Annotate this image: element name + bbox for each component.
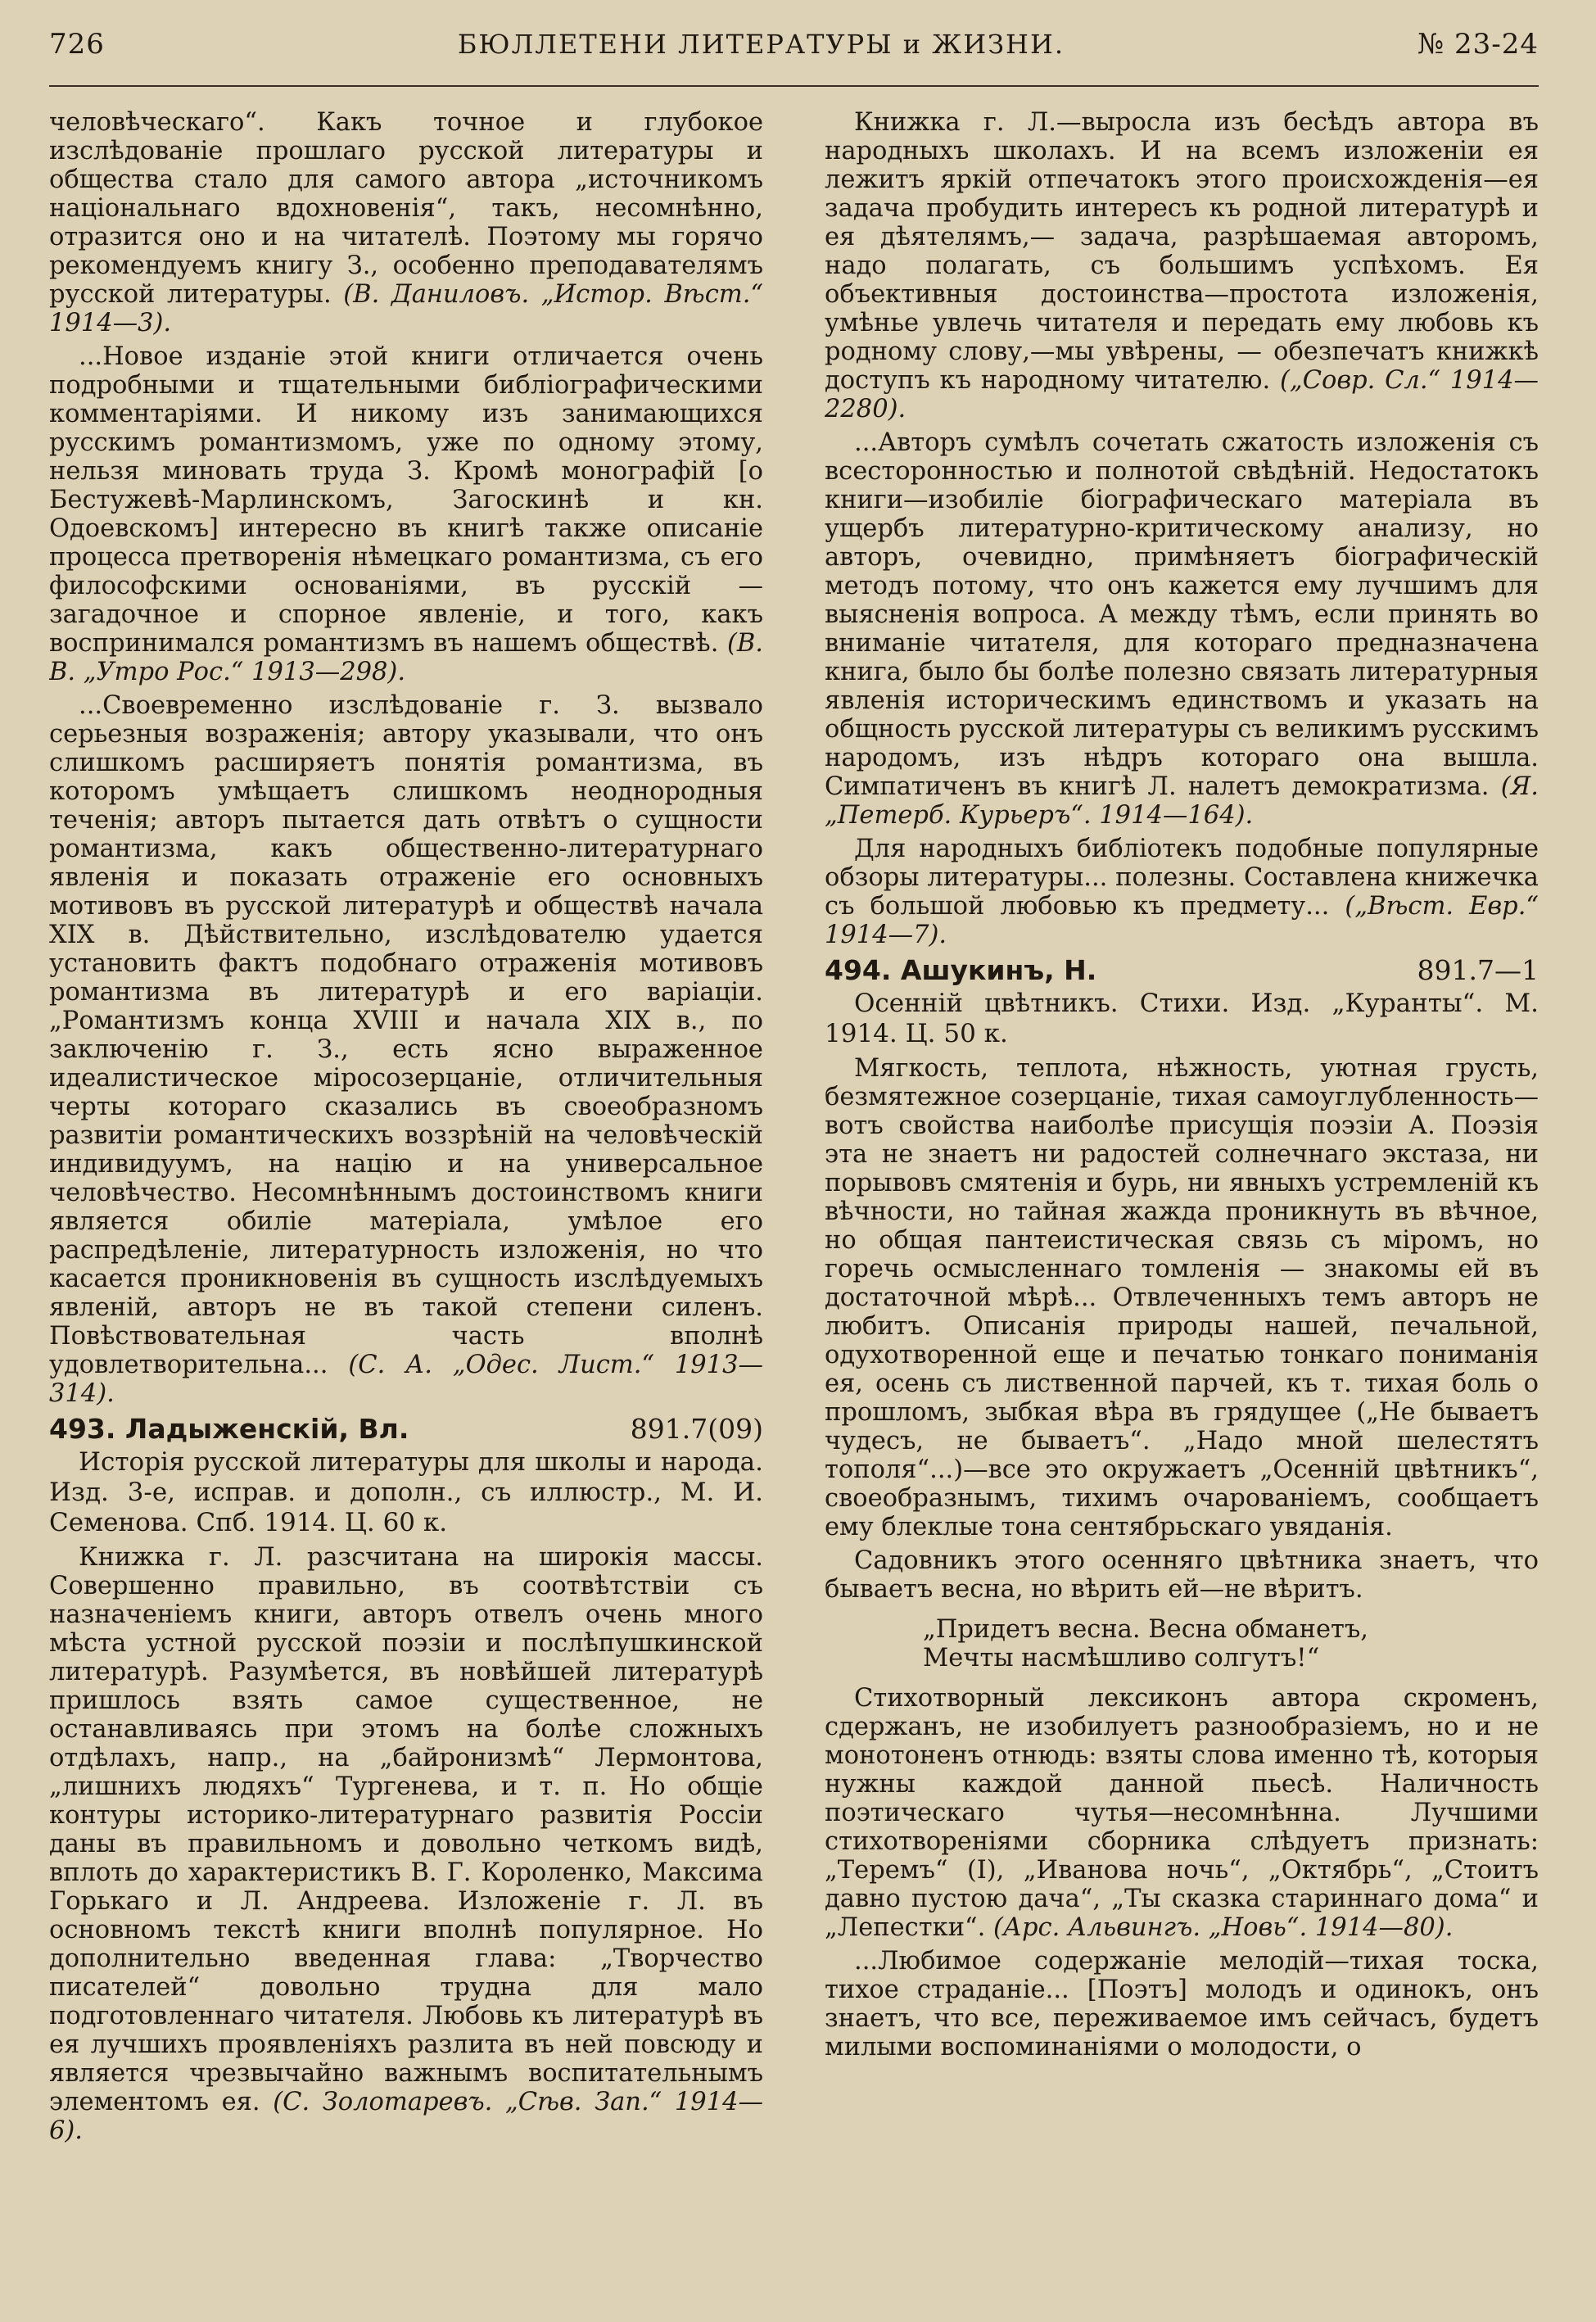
review-paragraph xyxy=(49,108,763,337)
review-source: („Совр. Сл.“ 1914—2280). xyxy=(825,366,1539,423)
review-text: Стихотворный лексиконъ автора скроменъ, сдержанъ, не изобилуетъ разнообразіемъ, но и не монотоненъ отнюдь: взяты слова именно тѣ, которыя нужны каждой данной пьесѣ. Наличность поэтическаго чутья—несомнѣнна. Лучшими стихотвореніями сборника слѣдуетъ признать: „Теремъ“ (I), „Иванова ночь“, „Октябрь“, „Стоитъ давно пустою дача“, „Ты сказка стариннаго дома“ и „Лепестки“. xyxy=(825,1684,1539,1942)
issue-number: № 23-24 xyxy=(1417,28,1539,61)
poem-quote xyxy=(923,1615,1539,1672)
review-paragraph xyxy=(825,1684,1539,1942)
review-text: ...Новое изданіе этой книги отличается очень подробными и тщательными библіографическими комментаріями. И никому изъ занимающихся русскимъ романтизмомъ, уже по одному этому, нельзя миновать труда З. Кромѣ монографій [о Бестужевѣ-Марлинскомъ, Загоскинѣ и кн. Одоевскомъ] интересно въ книгѣ также описаніе процесса претворенія нѣмецкаго романтизма, съ его философскими основаніями, въ русскій — загадочное и спорное явленіе, и того, какъ воспринимался романтизмъ въ нашемъ обществѣ. xyxy=(49,342,763,658)
review-text: Книжка г. Л.—выросла изъ бесѣдъ автора въ народныхъ школахъ. И на всемъ изложеніи ея лежитъ яркій отпечатокъ этого происхожденія—ея задача пробудить интересъ къ родной литературѣ и ея дѣятелямъ,— задача, разрѣшаемая авторомъ, надо полагать, съ большимъ успѣхомъ. Ея объективныя достоинства—простота изложенія, умѣнье увлечь читателя и передать ему любовь къ родному слову,—мы увѣрены, — обезпечатъ книжкѣ доступъ къ народному читателю. xyxy=(825,108,1539,395)
review-paragraph: Мягкость, теплота, нѣжность, уютная грусть, безмятежное созерцаніе, тихая самоуглубленность—вотъ свойства наиболѣе присущія поэзіи А. Поэзія эта не знаетъ ни радостей солнечнаго экстаза, ни порывовъ смятенія и бурь, ни явныхъ устремленій къ вѣчности, но тайная жажда проникнуть въ вѣчное, но общая пантеистическая связь съ міромъ, но горечь осмысленнаго томленія — знакомы ей въ достаточной мѣрѣ... Отвлеченныхъ темъ авторъ не любитъ. Описанія природы нашей, печальной, одухотворенной еще и печатью тонкаго пониманія ея, осень съ лиственной парчей, къ т. тихая боль о прошломъ, зыбкая вѣра въ грядущее („Не бываетъ чудесъ, не бываетъ“. „Надо мной шелестятъ тополя“...)—все это окружаетъ „Осенній цвѣтникъ“, своеобразнымъ, тихимъ очарованіемъ, сообщаетъ ему блеклые тона сентябрьскаго увяданія. xyxy=(825,1054,1539,1541)
review-text: Для народныхъ библіотекъ подобные популярные обзоры литературы... полезны. Составлена книжечка съ большой любовью къ предмету... xyxy=(825,835,1539,921)
review-text: ...Авторъ сумѣлъ сочетать сжатость изложенія съ всесторонностью и полнотой свѣдѣній. Недостатокъ книги—изобиліе біографическаго матеріала въ ущербъ литературно-критическому анализу, но авторъ, очевидно, примѣняетъ біографическій методъ потому, что онъ кажется ему лучшимъ для выясненія вопроса. А между тѣмъ, если принять во вниманіе читателя, для котораго предназначена книга, было бы болѣе полезно связать литературныя явленія историческимъ единствомъ и указать на общность русской литературы съ великимъ русскимъ народомъ, изъ нѣдръ котораго она вышла. Симпатиченъ въ книгѣ Л. налетъ демократизма. xyxy=(825,428,1539,801)
review-paragraph xyxy=(49,1543,763,2145)
review-paragraph: Садовникъ этого осенняго цвѣтника знаетъ, что бываетъ весна, но вѣрить ей—не вѣритъ. xyxy=(825,1546,1539,1604)
review-source: (В. Даниловъ. „Истор. Вѣст.“ 1914—3). xyxy=(49,280,763,337)
review-paragraph xyxy=(825,428,1539,830)
poem-line: „Придетъ весна. Весна обманетъ, xyxy=(923,1615,1368,1644)
review-paragraph xyxy=(49,342,763,686)
review-source: (С. Золотаревъ. „Сѣв. Зап.“ 1914—6). xyxy=(49,2088,763,2145)
review-source: (Я. „Петерб. Курьеръ“. 1914—164). xyxy=(825,772,1539,830)
review-paragraph: ...Любимое содержаніе мелодій—тихая тоска, тихое страданіе... [Поэтъ] молодъ и одинокъ, онъ знаетъ, что все, переживаемое имъ сейчасъ, будетъ милыми воспоминаніями о молодости, о xyxy=(825,1947,1539,2062)
review-paragraph xyxy=(825,108,1539,423)
entry-heading-494 xyxy=(825,954,1539,987)
entry-heading-493 xyxy=(49,1413,763,1446)
entry-author: 493. Ладыженскій, Вл. xyxy=(49,1413,409,1445)
review-paragraph xyxy=(825,835,1539,949)
entry-author: 494. Ашукинъ, Н. xyxy=(825,954,1097,986)
entry-classification: 891.7—1 xyxy=(1417,954,1539,986)
review-text: Книжка г. Л. разсчитана на широкія массы. Совершенно правильно, въ соотвѣтствіи съ назначеніемъ книги, авторъ отвелъ очень много мѣста устной русской поэзіи и послѣпушкинской литературѣ. Разумѣется, въ новѣйшей литературѣ пришлось взять самое существенное, не останавливаясь при этомъ на болѣе сложныхъ отдѣлахъ, напр., на „байронизмѣ“ Лермонтова, „лишнихъ людяхъ“ Тургенева, и т. п. Но общіе контуры историко-литературнаго развитія Россіи даны въ правильномъ и довольно четкомъ видѣ, вплоть до характеристикъ В. Г. Короленко, Максима Горькаго и Л. Андреева. Изложеніе г. Л. въ основномъ текстѣ книги вполнѣ популярное. Но дополнительно введенная глава: „Творчество писателей“ довольно трудна для мало подготовленнаго читателя. Любовь къ литературѣ въ ея лучшихъ проявленіяхъ разлита въ ней повсюду и является чрезвычайно важнымъ воспитательнымъ элементомъ ея. xyxy=(49,1543,763,2116)
running-header xyxy=(49,28,1539,87)
right-column xyxy=(825,108,1539,2311)
poem-line: Мечты насмѣшливо солгутъ!“ xyxy=(923,1644,1320,1672)
review-source: (С. А. „Одес. Лист.“ 1913—314). xyxy=(49,1351,763,1408)
review-text: человѣческаго“. Какъ точное и глубокое изслѣдованіе прошлаго русской литературы и общества стало для самого автора „источникомъ національнаго вдохновенія“, такъ, несомнѣнно, отразится оно и на читателѣ. Поэтому мы горячо рекомендуемъ книгу З., особенно преподавателямъ русской литературы. xyxy=(49,108,763,309)
page-number: 726 xyxy=(49,28,105,61)
left-column xyxy=(49,108,763,2311)
review-text: ...Своевременно изслѣдованіе г. З. вызвало серьезныя возраженія; автору указывали, что онъ слишкомъ расширяетъ понятія романтизма, въ которомъ умѣщаетъ слишкомъ неоднородныя теченія; авторъ пытается дать отвѣтъ о сущности романтизма, какъ общественно-литературнаго явленія и показать отраженіе его основныхъ мотивовъ въ русской литературѣ и обществѣ начала XIX в. Дѣйствительно, изслѣдователю удается установить фактъ подобнаго отраженія мотивовъ романтизма въ литературѣ и его варіаціи. „Романтизмъ конца XVIII и начала XIX в., по заключенію г. З., есть ясно выраженное идеалистическое міросозерцаніе, отличительныя черты котораго сказались въ своеобразномъ развитіи романтическихъ воззрѣній на человѣческій индивидуумъ, на націю и на универсальное человѣчество. Несомнѣннымъ достоинствомъ книги является обиліе матеріала, умѣлое его распредѣленіе, литературность изложенія, но что касается проникновенія въ сущность изслѣдуемыхъ явленій, авторъ не въ такой степени силенъ. Повѣствовательная часть вполнѣ удовлетворительна... xyxy=(49,691,763,1379)
entry-description: Осенній цвѣтникъ. Стихи. Изд. „Куранты“. М. 1914. Ц. 50 к. xyxy=(825,989,1539,1048)
review-paragraph xyxy=(49,691,763,1408)
review-source: („Вѣст. Евр.“ 1914—7). xyxy=(825,892,1539,949)
entry-classification: 891.7(09) xyxy=(630,1413,763,1445)
entry-description: Исторія русской литературы для школы и народа. Изд. 3-е, исправ. и дополн., съ иллюстр., М. И. Семенова. Спб. 1914. Ц. 60 к. xyxy=(49,1447,763,1537)
columns xyxy=(49,108,1539,2311)
review-source: (В. В. „Утро Рос.“ 1913—298). xyxy=(49,629,763,686)
journal-title: БЮЛЛЕТЕНИ ЛИТЕРАТУРЫ и ЖИЗНИ. xyxy=(457,29,1065,60)
review-source: (Арс. Альвингъ. „Новь“. 1914—80). xyxy=(993,1913,1454,1942)
